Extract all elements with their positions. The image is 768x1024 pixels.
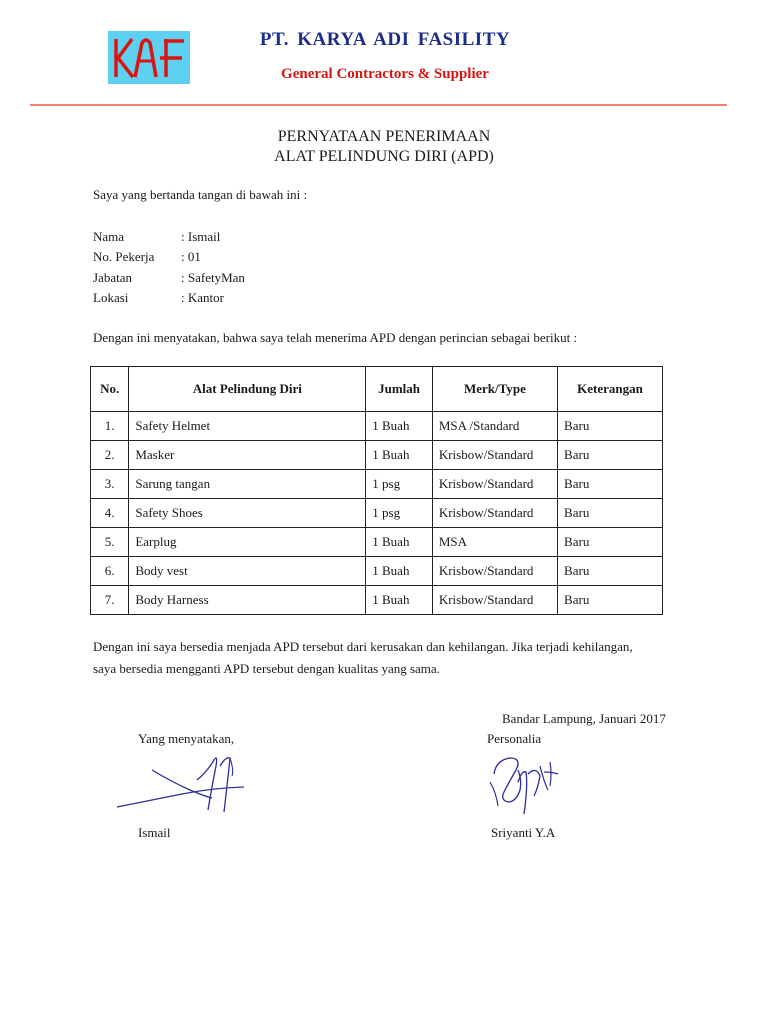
cell-jumlah: 1 Buah (366, 441, 433, 470)
cell-merk: Krisbow/Standard (432, 586, 557, 615)
table-row (91, 557, 663, 586)
cell-keterangan: Baru (558, 441, 663, 470)
cell-jumlah: 1 Buah (366, 586, 433, 615)
intro-text: Saya yang bertanda tangan di bawah ini : (93, 187, 308, 202)
field-value-no-pekerja: : 01 (181, 249, 201, 264)
signer-left-role: Yang menyatakan, (138, 731, 235, 746)
cell-merk: Krisbow/Standard (432, 499, 557, 528)
table-row (91, 528, 663, 557)
document-title (0, 127, 768, 167)
cell-alat: Safety Shoes (129, 499, 366, 528)
cell-keterangan: Baru (558, 470, 663, 499)
cell-alat: Body vest (129, 557, 366, 586)
closing-text (93, 636, 713, 680)
closing-line-2: saya bersedia mengganti APD tersebut dengan kualitas yang sama. (93, 661, 440, 676)
signer-left-name: Ismail (138, 825, 171, 840)
table-header-row (91, 367, 663, 412)
header-divider (30, 104, 727, 106)
cell-keterangan: Baru (558, 412, 663, 441)
field-value-jabatan: : SafetyMan (181, 270, 245, 285)
kaf-logo-icon (108, 31, 190, 84)
signer-right-name: Sriyanti Y.A (491, 825, 556, 840)
header-keterangan: Keterangan (558, 367, 663, 412)
header-merk: Merk/Type (432, 367, 557, 412)
cell-no: 7. (91, 586, 129, 615)
cell-no: 2. (91, 441, 129, 470)
company-tagline: General Contractors & Supplier (281, 66, 489, 82)
cell-jumlah: 1 Buah (366, 412, 433, 441)
statement-text: Dengan ini menyatakan, bahwa saya telah menerima APD dengan perincian sebagai berikut : (93, 330, 578, 345)
cell-alat: Safety Helmet (129, 412, 366, 441)
cell-no: 1. (91, 412, 129, 441)
table-row (91, 412, 663, 441)
cell-keterangan: Baru (558, 557, 663, 586)
header-no: No. (91, 367, 129, 412)
cell-keterangan: Baru (558, 499, 663, 528)
right-signature-icon (486, 752, 564, 824)
field-label-no-pekerja: No. Pekerja (93, 249, 155, 264)
signer-right-role: Personalia (487, 731, 542, 746)
field-value-lokasi: : Kantor (181, 290, 224, 305)
field-label-jabatan: Jabatan (93, 270, 132, 285)
company-name: PT. KARYA ADI FASILITY (259, 29, 511, 50)
cell-no: 6. (91, 557, 129, 586)
cell-keterangan: Baru (558, 528, 663, 557)
cell-jumlah: 1 psg (366, 499, 433, 528)
cell-alat: Earplug (129, 528, 366, 557)
field-label-nama: Nama (93, 229, 125, 244)
header-alat: Alat Pelindung Diri (129, 367, 366, 412)
cell-jumlah: 1 Buah (366, 557, 433, 586)
field-value-nama: : Ismail (181, 229, 221, 244)
cell-merk: MSA (432, 528, 557, 557)
cell-keterangan: Baru (558, 586, 663, 615)
table-row (91, 499, 663, 528)
cell-no: 3. (91, 470, 129, 499)
table-row (91, 441, 663, 470)
table-row (91, 586, 663, 615)
company-logo (108, 31, 190, 84)
field-label-lokasi: Lokasi (93, 290, 129, 305)
cell-no: 5. (91, 528, 129, 557)
cell-alat: Sarung tangan (129, 470, 366, 499)
cell-alat: Masker (129, 441, 366, 470)
apd-table (90, 366, 663, 615)
closing-line-1: Dengan ini saya bersedia menjada APD tersebut dari kerusakan dan kehilangan. Jika terjadi kehilangan, (93, 639, 633, 654)
cell-jumlah: 1 psg (366, 470, 433, 499)
title-line-1: PERNYATAAN PENERIMAAN (277, 128, 491, 145)
cell-merk: Krisbow/Standard (432, 470, 557, 499)
cell-no: 4. (91, 499, 129, 528)
cell-jumlah: 1 Buah (366, 528, 433, 557)
header-jumlah: Jumlah (366, 367, 433, 412)
title-line-2: ALAT PELINDUNG DIRI (APD) (274, 148, 494, 165)
left-signature-icon (112, 752, 252, 818)
cell-merk: MSA /Standard (432, 412, 557, 441)
cell-merk: Krisbow/Standard (432, 441, 557, 470)
table-row (91, 470, 663, 499)
cell-alat: Body Harness (129, 586, 366, 615)
cell-merk: Krisbow/Standard (432, 557, 557, 586)
place-date: Bandar Lampung, Januari 2017 (502, 711, 666, 726)
